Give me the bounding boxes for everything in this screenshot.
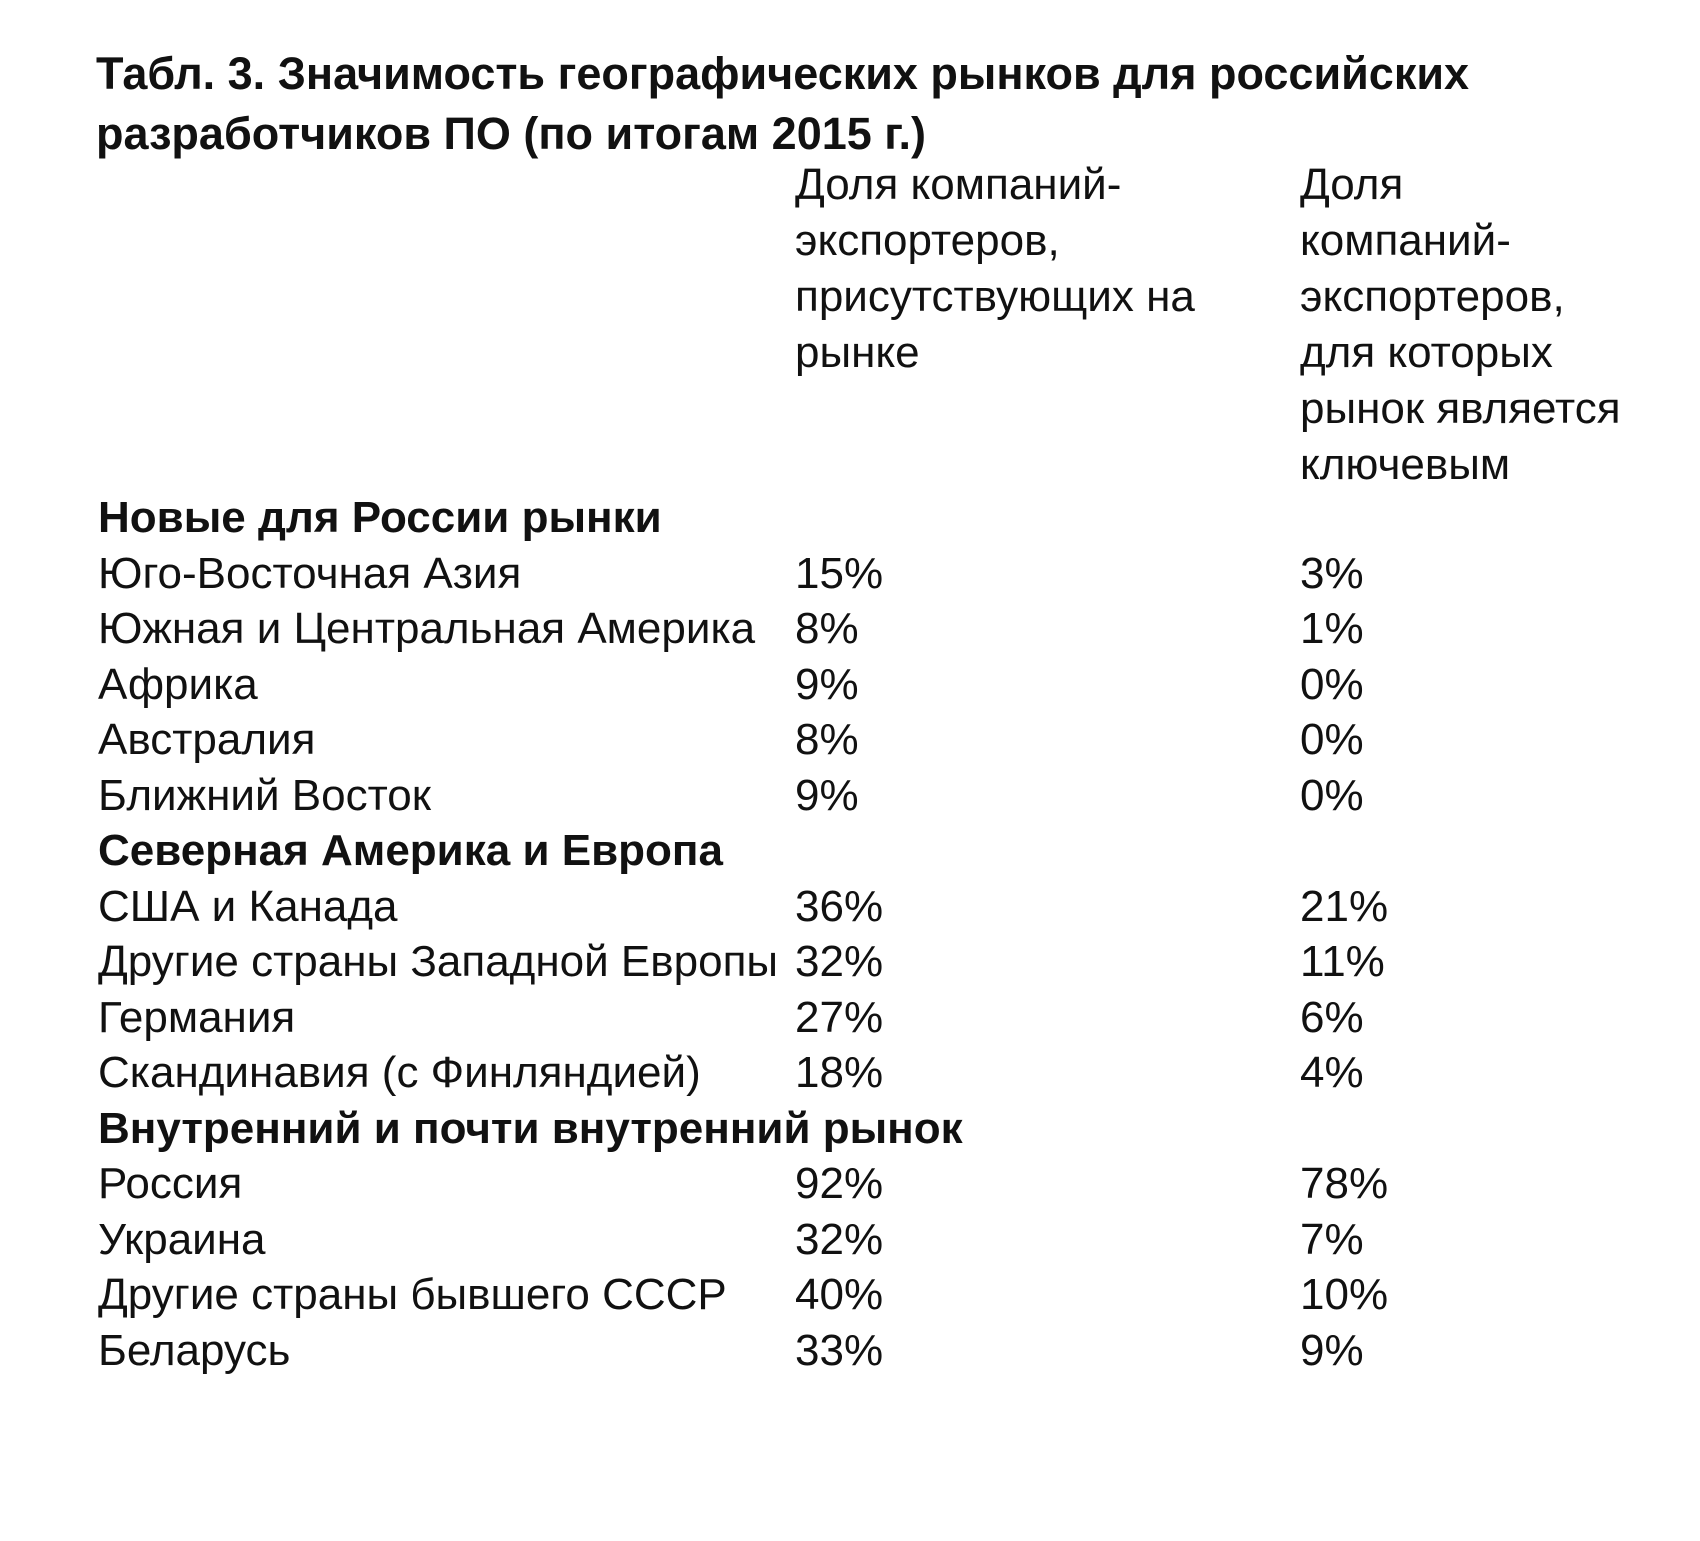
key-share: 11% — [1300, 937, 1385, 986]
present-share: 32% — [795, 1214, 884, 1264]
key-share: 9% — [1300, 1325, 1364, 1375]
column-header-line: рынке — [795, 328, 920, 377]
market-name: Африка — [98, 659, 258, 709]
column-header-line: компаний- — [1300, 216, 1511, 265]
table-row — [98, 990, 1600, 1046]
market-name: Беларусь — [98, 1325, 291, 1375]
key-share: 0% — [1300, 770, 1364, 820]
key-share: 0% — [1300, 715, 1364, 764]
key-share: 1% — [1300, 604, 1364, 653]
markets-table — [98, 490, 1600, 1378]
market-name: Юго-Восточная Азия — [98, 548, 522, 598]
market-name: Австралия — [98, 715, 316, 764]
column-header-line: ключевым — [1300, 440, 1511, 489]
section-row — [98, 1101, 1600, 1157]
table-row — [98, 546, 1600, 602]
present-share: 8% — [795, 715, 859, 764]
table-row — [98, 601, 1600, 657]
present-share: 9% — [795, 659, 859, 709]
market-name: США и Канада — [98, 881, 398, 931]
section-title: Северная Америка и Европа — [98, 826, 723, 875]
table-row — [98, 712, 1600, 768]
present-share: 32% — [795, 937, 884, 986]
present-share: 9% — [795, 770, 859, 820]
present-share: 36% — [795, 881, 884, 931]
table-row — [98, 768, 1600, 824]
title-line: разработчиков ПО (по итогам 2015 г.) — [96, 108, 927, 159]
present-share: 15% — [795, 548, 884, 598]
present-share: 27% — [795, 992, 884, 1042]
key-share: 10% — [1300, 1270, 1389, 1319]
key-share: 7% — [1300, 1214, 1364, 1264]
key-share: 78% — [1300, 1159, 1389, 1208]
table-row — [98, 934, 1600, 990]
column-header-line: экспортеров, — [1300, 272, 1565, 321]
column-header-line: присутствующих на — [795, 272, 1195, 321]
present-share: 92% — [795, 1159, 884, 1208]
market-name: Другие страны Западной Европы — [98, 937, 779, 986]
table-row — [98, 1156, 1600, 1212]
key-share: 21% — [1300, 881, 1389, 931]
key-share: 6% — [1300, 992, 1364, 1042]
column-header-key — [1300, 157, 1621, 493]
market-name: Южная и Центральная Америка — [98, 604, 756, 653]
table-row — [98, 657, 1600, 713]
column-header-line: рынок является — [1300, 384, 1621, 433]
table-row — [98, 1212, 1600, 1268]
market-name: Украина — [98, 1214, 266, 1264]
market-name: Другие страны бывшего СССР — [98, 1270, 727, 1319]
present-share: 33% — [795, 1325, 884, 1375]
section-row — [98, 823, 1600, 879]
key-share: 3% — [1300, 548, 1364, 598]
column-header-line: для которых — [1300, 328, 1553, 377]
key-share: 4% — [1300, 1048, 1364, 1097]
table-row — [98, 879, 1600, 935]
market-name: Германия — [98, 992, 296, 1042]
column-header-line: Доля — [1300, 160, 1404, 209]
section-title: Внутренний и почти внутренний рынок — [98, 1103, 963, 1153]
market-name: Скандинавия (с Финляндией) — [98, 1048, 701, 1097]
title-line: Табл. 3. Значимость географических рынков для российских — [96, 48, 1470, 99]
table-row — [98, 1323, 1600, 1379]
column-header-line: Доля компаний- — [795, 160, 1122, 209]
market-name: Ближний Восток — [98, 770, 431, 820]
table-row — [98, 1267, 1600, 1323]
market-name: Россия — [98, 1159, 243, 1208]
present-share: 8% — [795, 604, 859, 653]
present-share: 40% — [795, 1270, 884, 1319]
section-row — [98, 490, 1600, 546]
key-share: 0% — [1300, 659, 1364, 709]
table-row — [98, 1045, 1600, 1101]
section-title: Новые для России рынки — [98, 493, 662, 542]
column-header-line: экспортеров, — [795, 216, 1060, 265]
present-share: 18% — [795, 1048, 884, 1097]
table-title — [96, 44, 1656, 164]
column-header-present — [795, 157, 1195, 381]
